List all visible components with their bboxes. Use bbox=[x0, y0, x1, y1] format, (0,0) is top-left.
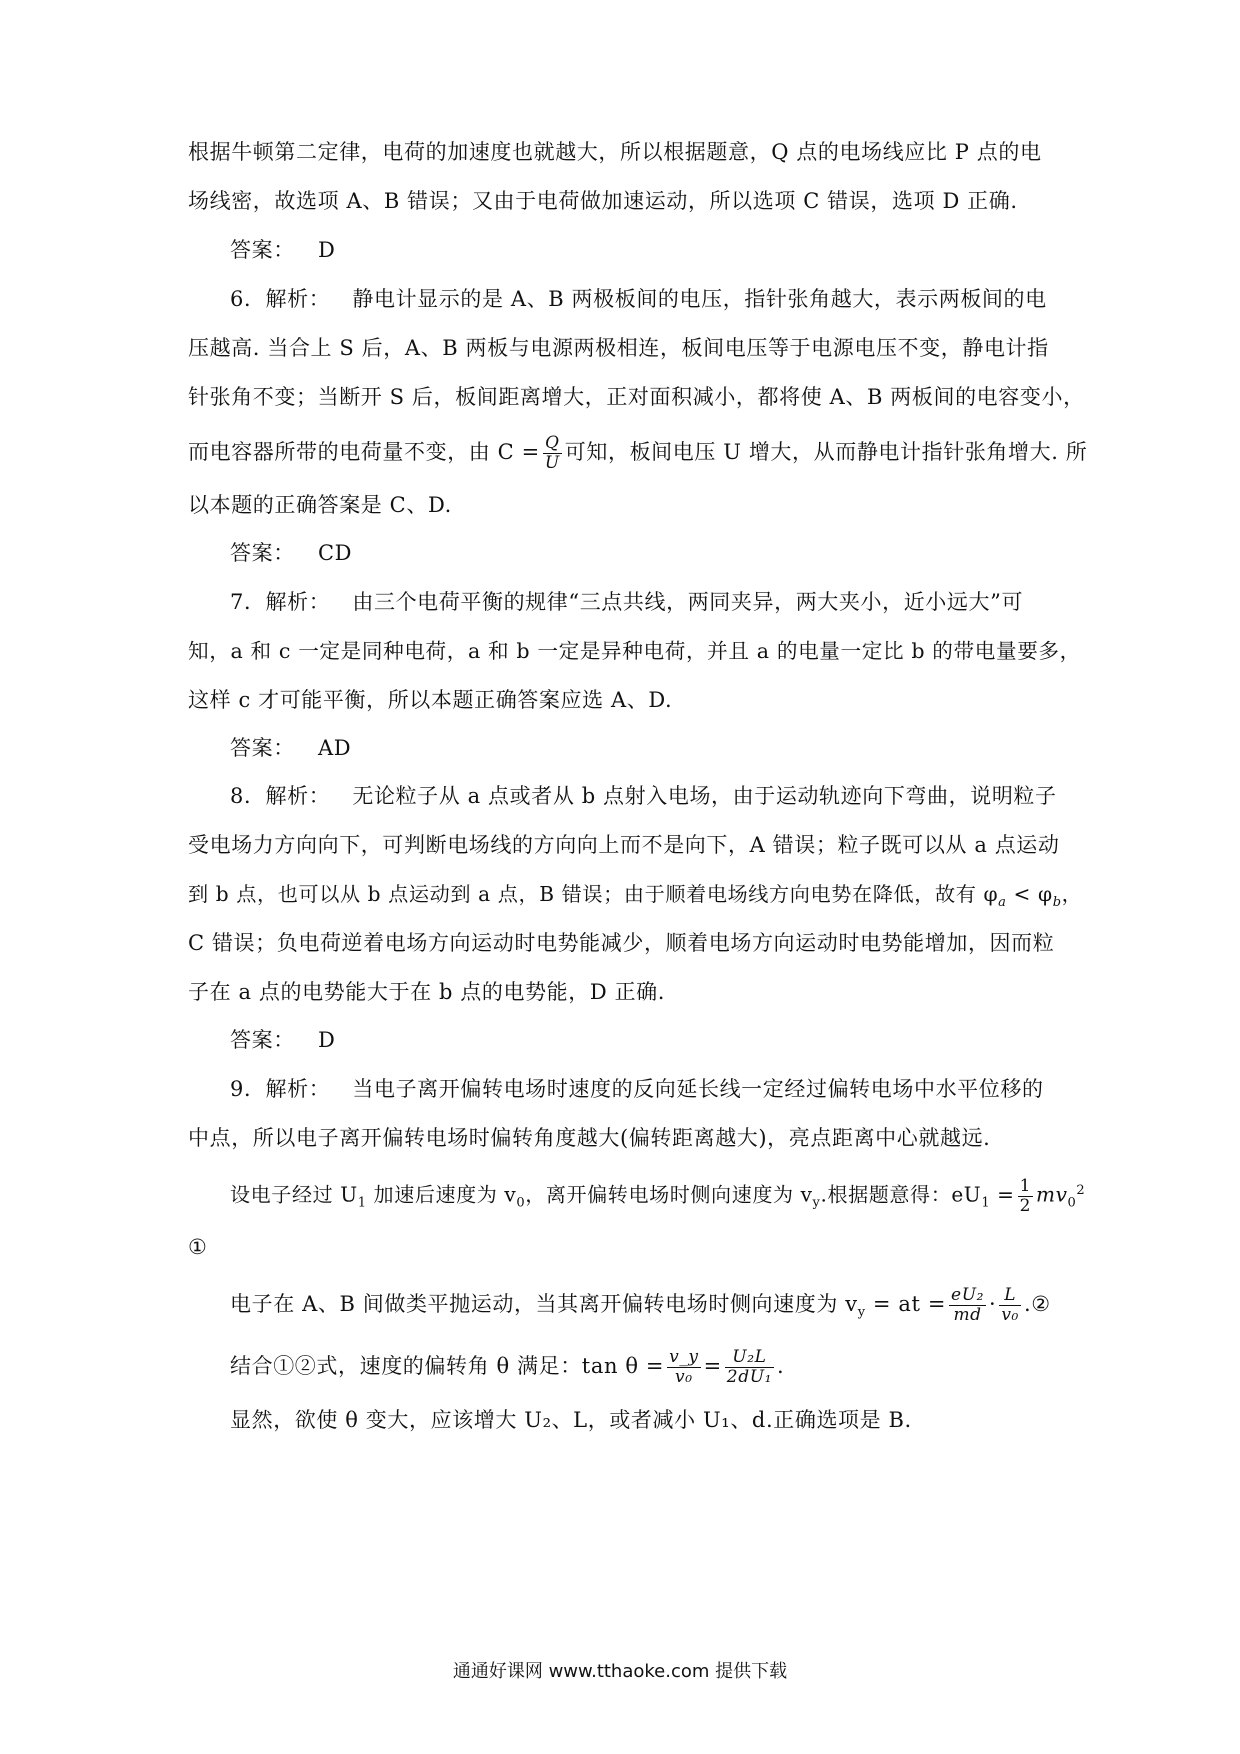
text: 电子在 A、B 间做类平抛运动，当其离开偏转电场时侧向速度为 v bbox=[230, 1292, 858, 1316]
text: .② bbox=[1023, 1292, 1051, 1316]
answer-label: 答案： bbox=[230, 736, 295, 760]
fraction-denominator: 2 bbox=[1019, 1195, 1031, 1216]
text: 静电计显示的是 A、B 两极板间的电压，指针张角越大，表示两板间的电 bbox=[352, 287, 1047, 311]
fraction-denominator: v₀ bbox=[675, 1367, 693, 1387]
text-line: 中点，所以电子离开偏转电场时偏转角度越大(偏转距离越大)，亮点距离中心就越远. bbox=[188, 1126, 991, 1150]
fraction bbox=[667, 1348, 701, 1387]
section-label: 7．解析： bbox=[230, 590, 331, 614]
subscript: b bbox=[1052, 895, 1062, 911]
text-line: 这样 c 才可能平衡，所以本题正确答案应选 A、D. bbox=[188, 688, 673, 712]
text-line: 子在 a 点的电势能大于在 b 点的电势能，D 正确. bbox=[188, 980, 666, 1004]
text: · bbox=[989, 1292, 997, 1316]
text: = at = bbox=[865, 1292, 947, 1316]
answer-line bbox=[230, 235, 335, 265]
text-line-with-fraction bbox=[188, 434, 1087, 473]
subscript: 1 bbox=[981, 1195, 991, 1211]
section-label: 9．解析： bbox=[230, 1077, 331, 1101]
text: = bbox=[990, 1182, 1015, 1207]
fraction-numerator: Q bbox=[543, 434, 562, 454]
fraction-denominator: U bbox=[544, 453, 560, 473]
text: 结合①②式，速度的偏转角 θ 满足：tan θ = bbox=[230, 1354, 665, 1378]
section-9-line bbox=[230, 1074, 1044, 1104]
equation-line-3 bbox=[230, 1348, 784, 1387]
subscript: y bbox=[812, 1195, 821, 1211]
text: 由三个电荷平衡的规律“三点共线，两同夹异，两大夹小，近小远大”可 bbox=[352, 590, 1024, 614]
text-line: 根据牛顿第二定律，电荷的加速度也就越大，所以根据题意，Q 点的电场线应比 P 点的电 bbox=[188, 140, 1042, 164]
text: 设电子经过 U bbox=[230, 1182, 358, 1207]
equation-line-2 bbox=[230, 1286, 1051, 1328]
subscript: 0 bbox=[1067, 1195, 1077, 1211]
text-line bbox=[188, 879, 1082, 918]
text-line: C 错误；负电荷逆着电场方向运动时电势能减少，顺着电场方向运动时电势能增加，因而粒 bbox=[188, 931, 1055, 955]
section-label: 6．解析： bbox=[230, 287, 331, 311]
text-line: 场线密，故选项 A、B 错误；又由于电荷做加速运动，所以选项 C 错误，选项 D 正确. bbox=[188, 189, 1018, 213]
fraction bbox=[1018, 1177, 1033, 1216]
section-6-line bbox=[230, 284, 1047, 314]
text-line: 知，a 和 c 一定是同种电荷，a 和 b 一定是异种电荷，并且 a 的电量一定比 b 的带电量要多， bbox=[188, 639, 1081, 663]
fraction bbox=[725, 1348, 774, 1387]
subscript: 0 bbox=[516, 1195, 526, 1211]
text-line: 显然，欲使 θ 变大，应该增大 U₂、L，或者减小 U₁、d.正确选项是 B. bbox=[230, 1408, 912, 1432]
subscript: y bbox=[857, 1305, 866, 1321]
answer-line bbox=[230, 733, 351, 763]
text: ，离开偏转电场时侧向速度为 v bbox=[525, 1182, 813, 1207]
text-line: 针张角不变；当断开 S 后，板间距离增大，正对面积减小，都将使 A、B 两板间的电容变小， bbox=[188, 385, 1085, 409]
fraction bbox=[543, 434, 562, 473]
fraction-numerator: U₂L bbox=[725, 1348, 774, 1368]
fraction-denominator: md bbox=[953, 1305, 982, 1325]
answer-label: 答案： bbox=[230, 1028, 295, 1052]
footer-credit: 通通好课网 www.tthaoke.com 提供下载 bbox=[452, 1661, 788, 1682]
text: 而电容器所带的电荷量不变，由 C = bbox=[188, 440, 540, 464]
subscript: a bbox=[998, 895, 1007, 911]
text: ， bbox=[1061, 882, 1083, 906]
answer-line bbox=[230, 1025, 335, 1055]
text: 无论粒子从 a 点或者从 b 点射入电场，由于运动轨迹向下弯曲，说明粒子 bbox=[352, 784, 1057, 808]
text: .根据题意得：eU bbox=[820, 1182, 982, 1207]
answer-value: D bbox=[318, 238, 336, 262]
answer-label: 答案： bbox=[230, 541, 295, 565]
fraction-denominator: v₀ bbox=[1001, 1305, 1019, 1325]
answer-value: D bbox=[318, 1028, 336, 1052]
superscript: 2 bbox=[1076, 1183, 1086, 1198]
section-8-line bbox=[230, 781, 1057, 811]
text-line: 以本题的正确答案是 C、D. bbox=[188, 493, 452, 517]
section-7-line bbox=[230, 587, 1023, 617]
equation-line-1 bbox=[230, 1176, 1085, 1219]
fraction-denominator: 2dU₁ bbox=[726, 1367, 773, 1387]
fraction-numerator: eU₂ bbox=[951, 1285, 985, 1305]
fraction-numerator: v_y bbox=[669, 1347, 699, 1367]
text: 到 b 点，也可以从 b 点运动到 a 点，B 错误；由于顺着电场线方向电势在降低，故有 φ bbox=[188, 882, 999, 906]
fraction bbox=[949, 1286, 986, 1325]
subscript: 1 bbox=[357, 1195, 367, 1211]
text: mv bbox=[1035, 1182, 1068, 1207]
answer-value: AD bbox=[318, 736, 352, 760]
circled-number-line: ① bbox=[188, 1235, 208, 1259]
section-label: 8．解析： bbox=[230, 784, 331, 808]
fraction-numerator: L bbox=[999, 1286, 1021, 1306]
answer-label: 答案： bbox=[230, 238, 295, 262]
text-line: 受电场力方向向下，可判断电场线的方向向上而不是向下，A 错误；粒子既可以从 a 点运动 bbox=[188, 833, 1060, 857]
answer-line bbox=[230, 538, 352, 568]
text: < φ bbox=[1006, 882, 1053, 906]
text: 可知，板间电压 U 增大，从而静电计指针张角增大. 所 bbox=[564, 440, 1088, 464]
text: 当电子离开偏转电场时速度的反向延长线一定经过偏转电场中水平位移的 bbox=[352, 1077, 1044, 1101]
text-line: 压越高. 当合上 S 后，A、B 两板与电源两极相连，板间电压等于电源电压不变，静电计指 bbox=[188, 336, 1049, 360]
text: = bbox=[703, 1354, 722, 1378]
fraction bbox=[999, 1286, 1021, 1325]
fraction-numerator: 1 bbox=[1019, 1175, 1031, 1196]
text: . bbox=[777, 1354, 785, 1378]
text: 加速后速度为 v bbox=[366, 1182, 517, 1207]
answer-value: CD bbox=[318, 541, 353, 565]
